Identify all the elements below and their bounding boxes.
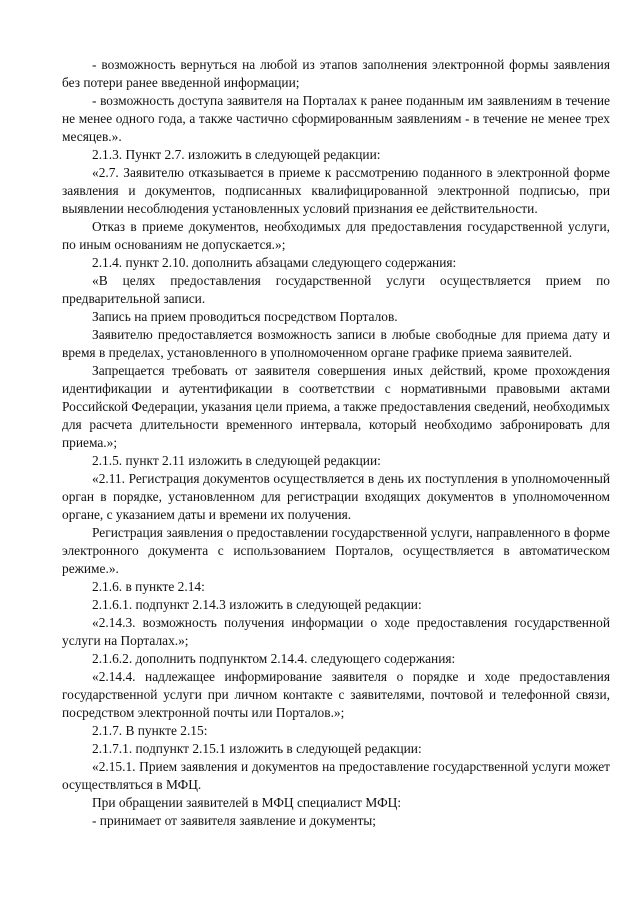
paragraph: 2.1.4. пункт 2.10. дополнить абзацами следующего содержания:	[92, 255, 457, 270]
paragraph: 2.1.6. в пункте 2.14:	[92, 579, 205, 594]
paragraph: 2.1.7. В пункте 2.15:	[92, 723, 208, 738]
paragraph: «2.11. Регистрация документов осуществляется в день их поступления в уполномоченный орган в порядке, установленном для регистрации входящих документов в уполномоченном органе, с указанием даты и времени их получения.	[62, 471, 610, 522]
paragraph: При обращении заявителей в МФЦ специалист МФЦ:	[92, 795, 402, 810]
paragraph: - принимает от заявителя заявление и документы;	[92, 813, 377, 828]
paragraph: 2.1.6.2. дополнить подпунктом 2.14.4. следующего содержания:	[92, 651, 456, 666]
paragraph: Запись на прием проводиться посредством Порталов.	[92, 309, 398, 324]
paragraph: «2.15.1. Прием заявления и документов на предоставление государственной услуги может осуществляться в МФЦ.	[62, 759, 610, 792]
paragraph: «В целях предоставления государственной услуги осуществляется прием по предварительной записи.	[62, 273, 610, 306]
paragraph: «2.14.3. возможность получения информации о ходе предоставления государственной услуги на Порталах.»;	[62, 615, 610, 648]
paragraph: Отказ в приеме документов, необходимых для предоставления государственной услуги, по иным основаниям не допускается.»;	[62, 219, 610, 252]
document-page	[62, 56, 610, 830]
paragraph: «2.7. Заявителю отказывается в приеме к рассмотрению поданного в электронной форме заявления и документов, подписанных квалифицированной электронной подписью, при выявлении несоблюдения установленных условий признания ее действительности.	[62, 165, 610, 216]
paragraph: 2.1.5. пункт 2.11 изложить в следующей редакции:	[92, 453, 381, 468]
paragraph: 2.1.3. Пункт 2.7. изложить в следующей редакции:	[92, 147, 381, 162]
paragraph: «2.14.4. надлежащее информирование заявителя о порядке и ходе предоставления государственной услуги при личном контакте с заявителями, почтовой и телефонной связи, посредством электронной почты или Порталов.»;	[62, 669, 610, 720]
paragraph: - возможность вернуться на любой из этапов заполнения электронной формы заявления без потери ранее введенной информации;	[62, 57, 610, 90]
paragraph: 2.1.7.1. подпункт 2.15.1 изложить в следующей редакции:	[92, 741, 422, 756]
paragraph: - возможность доступа заявителя на Порталах к ранее поданным им заявлениям в течение не менее одного года, а также частично сформированным заявлениям - в течение не менее трех месяцев.».	[62, 93, 610, 144]
paragraph: 2.1.6.1. подпункт 2.14.3 изложить в следующей редакции:	[92, 597, 422, 612]
paragraph: Запрещается требовать от заявителя совершения иных действий, кроме прохождения идентификации и аутентификации в соответствии с нормативными правовыми актами Российской Федерации, указания цели приема, а также предоставления сведений, необходимых для расчета длительности временного интервала, который необходимо забронировать для приема.»;	[62, 363, 610, 450]
paragraph: Регистрация заявления о предоставлении государственной услуги, направленного в форме электронного документа с использованием Порталов, осуществляется в автоматическом режиме.».	[62, 525, 610, 576]
paragraph: Заявителю предоставляется возможность записи в любые свободные для приема дату и время в пределах, установленного в уполномоченном органе графике приема заявителей.	[62, 327, 610, 360]
